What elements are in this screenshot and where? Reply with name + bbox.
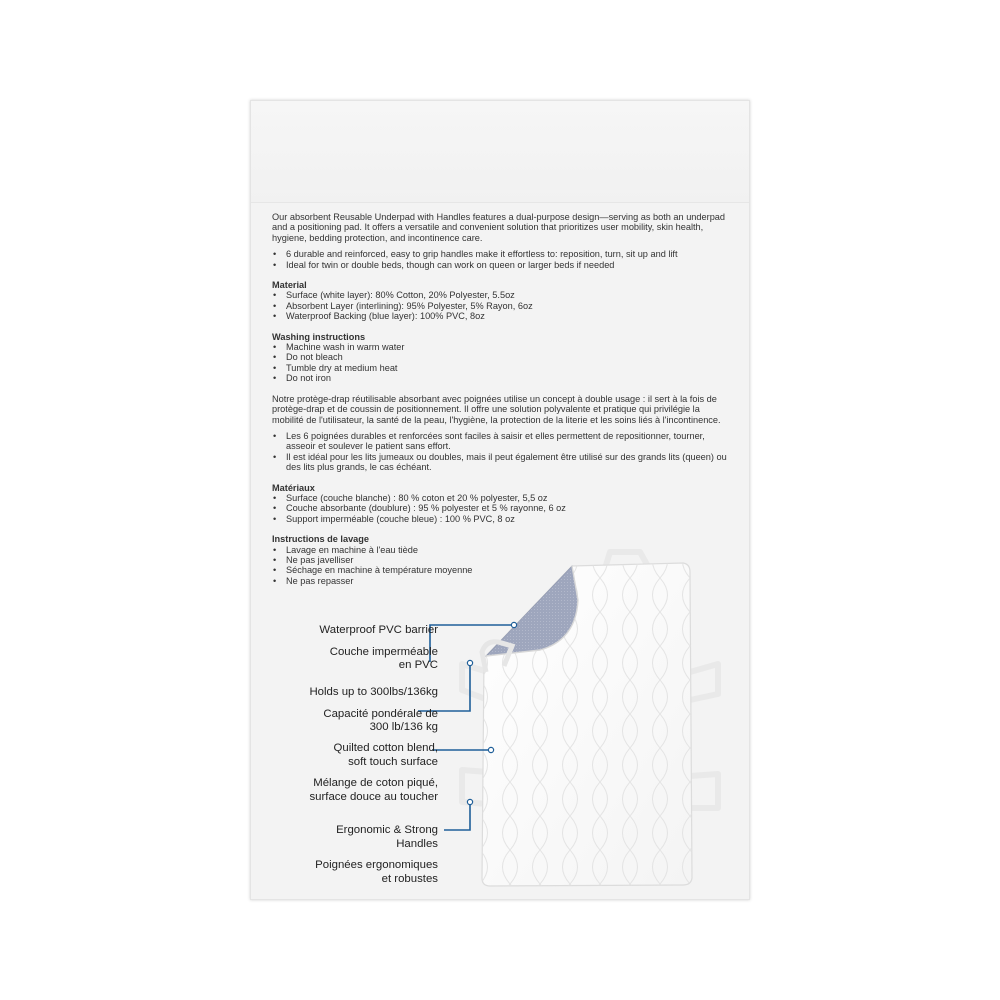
callout-quilted-fr-line1: Mélange de coton piqué, [313,777,438,790]
washing-en-heading: Washing instructions [272,331,366,342]
callout-quilted-en-line1: Quilted cotton blend, [333,742,438,754]
callout-handles-fr-line2: et robustes [381,872,438,885]
callout-pvc-en: Waterproof PVC barrier [319,624,438,636]
washing-fr-item: • Séchage en machine à température moyenne [272,565,728,575]
callout-holds-fr-line2: 300 lb/136 kg [369,721,438,734]
washing-en-item: • Do not bleach [272,352,728,362]
callout-dot-holds [467,660,472,665]
feature-en-beds: • Ideal for twin or double beds, though can work on queen or larger beds if needed [272,260,728,270]
handle-right-lower [690,774,718,808]
callout-pvc [319,624,438,673]
washing-fr-heading: Instructions de lavage [272,534,370,545]
washing-fr-item: • Ne pas repasser [272,576,728,586]
callout-dot-handles [467,799,472,804]
washing-fr-item: • Ne pas javelliser [272,555,728,565]
callout-quilted [309,742,438,804]
material-en-item: • Surface (white layer): 80% Cotton, 20% Polyester, 5.5oz [272,290,728,300]
material-en-item: • Absorbent Layer (interlining): 95% Polyester, 5% Rayon, 6oz [272,301,728,311]
callout-line-handles [444,803,470,830]
feature-fr-handles: • Les 6 poignées durables et renforcées sont faciles à saisir et elles permettent de repositionner, tourner, asseoir et soulever le patient sans effort. [272,431,728,452]
material-en-heading: Material [272,280,307,291]
material-fr-item: • Couche absorbante (doublure) : 95 % polyester et 5 % rayonne, 6 oz [272,503,728,513]
feature-fr-beds: • Il est idéal pour les lits jumeaux ou doubles, mais il peut également être utilisé sur des grands lits (queen) ou des lits plus grands, le cas échéant. [272,452,728,473]
washing-en-item: • Tumble dry at medium heat [272,363,728,373]
callout-handles-fr-line1: Poignées ergonomiques [315,859,438,872]
callout-quilted-en-line2: soft touch surface [348,755,438,768]
material-fr-item: • Surface (couche blanche) : 80 % coton et 20 % polyester, 5,5 oz [272,493,728,503]
washing-en-item: • Machine wash in warm water [272,342,728,352]
callout-holds [309,686,438,735]
material-fr-heading: Matériaux [272,482,315,493]
callout-handles-en-line1: Ergonomic & Strong [336,824,438,836]
washing-fr-item: • Lavage en machine à l'eau tiède [272,545,728,555]
intro-en: Our absorbent Reusable Underpad with Handles features a dual-purpose design—serving as both an underpad and a positioning pad. It offers a versatile and convenient solution that prioritizes user mobility, skin health, hygiene, bedding protection, and incontinence care. [272,212,726,243]
feature-en-handles: • 6 durable and reinforced, easy to grip handles make it effortless to: reposition, turn, sit up and lift [272,249,728,259]
callout-quilted-fr-line2: surface douce au toucher [309,790,438,803]
callout-pvc-fr-line1: Couche imperméable [329,645,438,658]
washing-en-item: • Do not iron [272,373,728,383]
callout-handles-en-line2: Handles [396,837,438,850]
callout-dot-quilted [488,747,493,752]
callout-holds-fr-line1: Capacité pondérale de [323,707,438,720]
callout-dot-pvc [511,622,516,627]
callout-pvc-fr-line2: en PVC [398,659,438,672]
callout-holds-en: Holds up to 300lbs/136kg [309,686,438,698]
material-fr-item: • Support imperméable (couche bleue) : 100 % PVC, 8 oz [272,514,728,524]
material-en-item: • Waterproof Backing (blue layer): 100% PVC, 8oz [272,311,728,321]
intro-fr: Notre protège-drap réutilisable absorbant avec poignées utilise un concept à double usage : il sert à la fois de protège-drap et de coussin de positionnement. Il offre une solution polyvalente et pratique qui privilégie la mobilité de l'utilisateur, la santé de la peau, l'hygiène, la protection de la literie et les soins liés à l'incontinence. [272,393,721,425]
callout-handles [315,824,438,886]
handle-right-upper [690,664,718,700]
